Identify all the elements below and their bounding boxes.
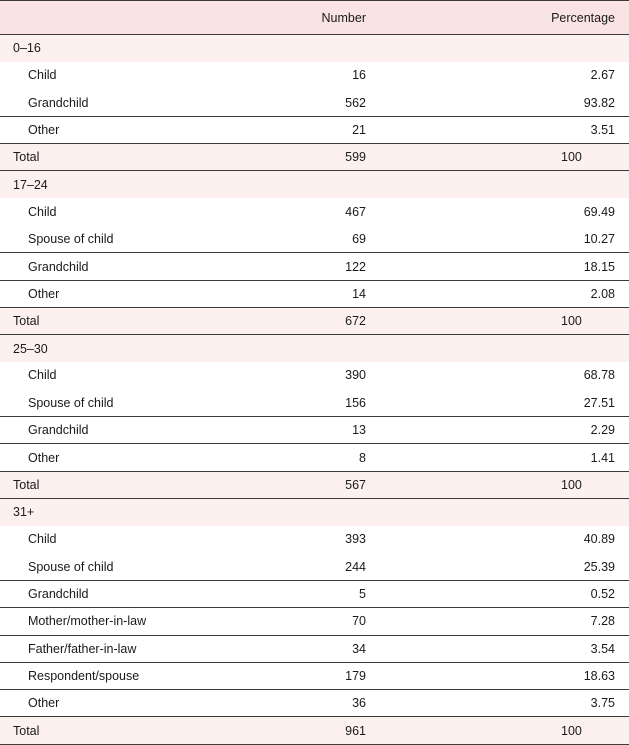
table-row (0, 444, 629, 471)
row-label: Child (28, 532, 57, 547)
row-number: 5 (230, 580, 366, 607)
total-row (0, 144, 629, 171)
table-row (0, 526, 629, 553)
row-number: 13 (230, 417, 366, 444)
row-percentage: 3.75 (366, 690, 629, 717)
row-number: 69 (230, 226, 366, 253)
total-percentage: 100 (366, 307, 629, 334)
group-header-row (0, 335, 629, 362)
row-number: 156 (230, 389, 366, 416)
total-label: Total (0, 307, 230, 334)
total-label: Total (0, 144, 230, 171)
table-row (0, 226, 629, 253)
row-number: 36 (230, 690, 366, 717)
row-percentage: 7.28 (366, 608, 629, 635)
row-label: Spouse of child (0, 389, 230, 416)
table-row (0, 253, 629, 280)
row-label: Father/father-in-law (0, 635, 230, 662)
table-row (0, 690, 629, 717)
row-label: Other (0, 116, 230, 143)
header-label-cell (0, 1, 230, 35)
total-row (0, 307, 629, 334)
table-row (0, 362, 629, 389)
row-label: Child (28, 368, 57, 383)
table-row (0, 580, 629, 607)
row-number: 122 (230, 253, 366, 280)
table-row (0, 280, 629, 307)
table-row (0, 89, 629, 116)
header-number: Number (230, 1, 366, 35)
row-number: 467 (345, 204, 366, 219)
row-percentage: 2.67 (590, 68, 615, 83)
total-label: Total (0, 717, 230, 744)
group-header-row (0, 35, 629, 62)
total-number: 961 (230, 717, 366, 744)
table-row (0, 608, 629, 635)
table-row (0, 198, 629, 225)
total-number: 672 (230, 307, 366, 334)
total-row (0, 717, 629, 744)
row-label: Other (0, 444, 230, 471)
row-percentage: 27.51 (366, 389, 629, 416)
row-label: Child (28, 68, 57, 83)
row-label: Mother/mother-in-law (0, 608, 230, 635)
age-group-label: 25–30 (0, 335, 629, 362)
row-percentage: 93.82 (366, 89, 629, 116)
row-percentage: 68.78 (583, 368, 615, 383)
table-row (0, 417, 629, 444)
total-percentage: 100 (366, 144, 629, 171)
row-percentage: 3.51 (366, 116, 629, 143)
row-percentage: 2.08 (366, 280, 629, 307)
table-row (0, 62, 629, 89)
total-number: 599 (230, 144, 366, 171)
row-percentage: 1.41 (366, 444, 629, 471)
table-row (0, 553, 629, 580)
row-percentage: 18.15 (366, 253, 629, 280)
row-number: 14 (230, 280, 366, 307)
total-row (0, 471, 629, 498)
row-percentage: 0.52 (366, 580, 629, 607)
table-body (0, 35, 629, 745)
header-percentage: Percentage (366, 1, 629, 35)
total-number: 567 (230, 471, 366, 498)
row-percentage: 40.89 (583, 532, 615, 547)
row-label: Grandchild (0, 417, 230, 444)
row-number: 562 (230, 89, 366, 116)
row-number: 70 (230, 608, 366, 635)
group-header-row (0, 171, 629, 198)
row-number: 179 (230, 662, 366, 689)
row-label: Child (28, 204, 57, 219)
row-number: 393 (345, 532, 366, 547)
table-header-row (0, 1, 629, 35)
row-percentage: 25.39 (366, 553, 629, 580)
row-label: Spouse of child (0, 553, 230, 580)
total-percentage: 100 (366, 717, 629, 744)
age-group-label: 0–16 (0, 35, 629, 62)
row-number: 8 (230, 444, 366, 471)
row-percentage: 18.63 (366, 662, 629, 689)
row-number: 21 (230, 116, 366, 143)
total-percentage: 100 (366, 471, 629, 498)
row-label: Grandchild (0, 89, 230, 116)
row-label: Respondent/spouse (0, 662, 230, 689)
row-percentage: 3.54 (366, 635, 629, 662)
row-label: Grandchild (0, 253, 230, 280)
table-row (0, 116, 629, 143)
row-label: Spouse of child (0, 226, 230, 253)
age-group-label: 31+ (0, 499, 629, 526)
row-number: 244 (230, 553, 366, 580)
age-group-label: 17–24 (0, 171, 629, 198)
row-label: Grandchild (0, 580, 230, 607)
row-label: Other (0, 690, 230, 717)
row-percentage: 2.29 (366, 417, 629, 444)
row-number: 390 (345, 368, 366, 383)
group-header-row (0, 499, 629, 526)
table-row (0, 389, 629, 416)
table-row (0, 635, 629, 662)
total-label: Total (0, 471, 230, 498)
row-percentage: 69.49 (583, 204, 615, 219)
table-row (0, 662, 629, 689)
row-percentage: 10.27 (366, 226, 629, 253)
row-label: Other (0, 280, 230, 307)
row-number: 34 (230, 635, 366, 662)
row-number: 16 (352, 68, 366, 83)
